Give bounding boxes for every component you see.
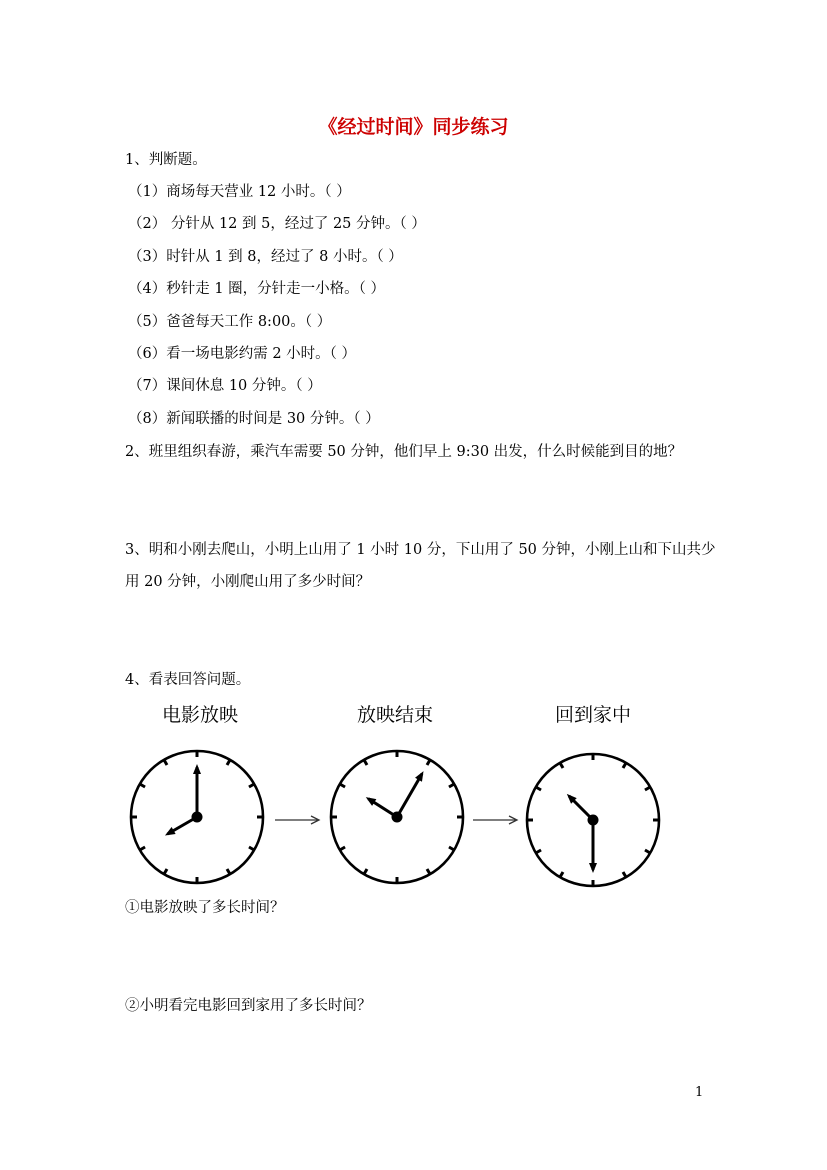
hour-tick [341,847,345,850]
hour-hand-tip [165,827,176,835]
caption-arrive-home: 回到家中 [554,704,631,726]
hour-tick [645,788,649,791]
clock-movie-start [127,747,267,887]
hour-tick [165,761,168,765]
hour-tick [141,785,145,788]
q1-heading: 1、判断题。 [125,152,207,168]
hour-tick [365,869,368,873]
page-number: 1 [695,1085,704,1100]
q1-item: （1）商场每天营业 12 小时。（ ） [128,184,351,200]
hour-tick [227,761,230,765]
minute-hand-tip [415,771,423,782]
clock-arrive-home [523,750,663,890]
hour-tick [227,869,230,873]
hour-tick [537,788,541,791]
hour-tick [365,761,368,765]
arrow-right-icon [274,813,322,827]
hour-tick [249,785,253,788]
clock-center [392,812,403,823]
hour-tick [645,850,649,853]
q1-item: （6）看一场电影约需 2 小时。（ ） [128,346,357,362]
minute-hand-tip [589,863,597,873]
hour-tick [449,847,453,850]
hour-tick [449,785,453,788]
hour-tick [623,872,626,876]
minute-hand [397,774,422,817]
minute-hand-tip [193,764,201,774]
q1-item: （3）时针从 1 到 8，经过了 8 小时。（ ） [128,249,403,265]
q1-item: （4）秒针走 1 圈，分针走一小格。（ ） [128,281,386,297]
clock-movie-end [327,747,467,887]
hour-tick [537,850,541,853]
hour-tick [623,764,626,768]
q2-text: 2、班里组织春游，乘汽车需要 50 分钟，他们早上 9:30 出发，什么时候能到目的地？ [125,444,683,460]
hour-tick [249,847,253,850]
q1-item: （8）新闻联播的时间是 30 分钟。（ ） [128,411,380,427]
clock-center [192,812,203,823]
caption-movie-start: 电影放映 [161,704,238,726]
q1-item: （7）课间休息 10 分钟。（ ） [128,378,322,394]
clock-center [588,815,599,826]
q3-text-line1: 3、明和小刚去爬山，小明上山用了 1 小时 10 分，下山用了 50 分钟，小刚上山和下山共少 [125,542,716,558]
hour-tick [561,872,564,876]
hour-tick [427,761,430,765]
arrow-right-icon [472,813,520,827]
q4-sub-question-2: ②小明看完电影回到家用了多长时间？ [125,998,372,1014]
q1-item: （5）爸爸每天工作 8:00。（ ） [128,314,332,330]
caption-movie-end: 放映结束 [356,704,433,726]
q4-sub-question-1: ①电影放映了多长时间？ [125,900,285,916]
hour-tick [427,869,430,873]
hour-tick [561,764,564,768]
hour-tick [165,869,168,873]
q3-text-line2: 用 20 分钟，小刚爬山用了多少时间？ [125,574,371,590]
q4-heading: 4、看表回答问题。 [125,672,251,688]
page-title: 《经过时间》同步练习 [318,116,509,138]
hour-tick [341,785,345,788]
q1-item: （2） 分针从 12 到 5，经过了 25 分钟。（ ） [128,216,426,232]
hour-tick [141,847,145,850]
